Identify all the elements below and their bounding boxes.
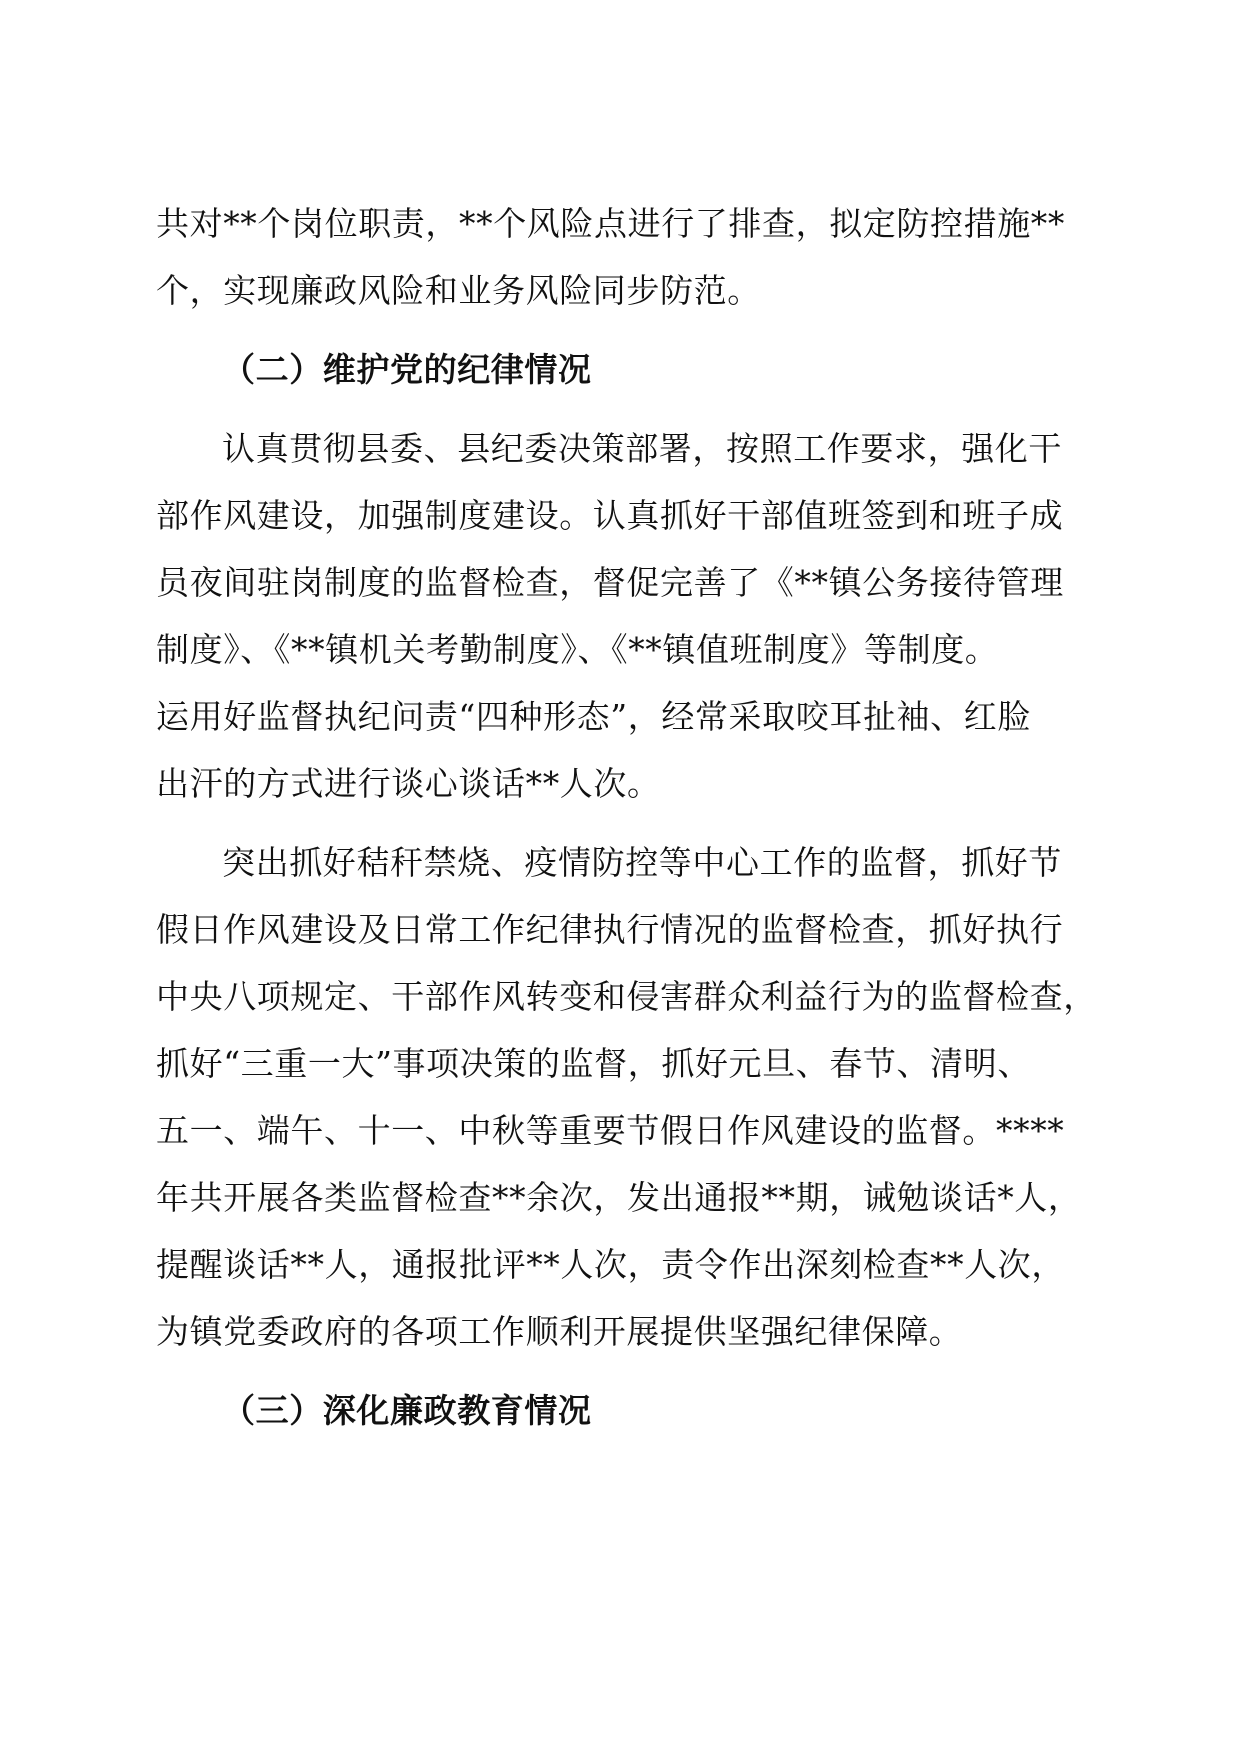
text-line: 中央八项规定、干部作风转变和侵害群众利益行为的监督检查， (156, 977, 1097, 1016)
section-heading-discipline: （二）维护党的纪律情况 (222, 350, 592, 389)
text-line: 认真贯彻县委、县纪委决策部署，按照工作要求，强化干 (222, 429, 1062, 468)
text-line: 制度》、《**镇机关考勤制度》、《**镇值班制度》等制度。 (156, 630, 999, 669)
text-line: 共对**个岗位职责，**个风险点进行了排查，拟定防控措施** (156, 204, 1065, 243)
text-line: 抓好“三重一大”事项决策的监督，抓好元旦、春节、清明、 (156, 1044, 1031, 1083)
text-line: 运用好监督执纪问责“四种形态”，经常采取咬耳扯袖、红脸 (156, 697, 1031, 736)
paragraph-supervision (156, 829, 1097, 1365)
text-line: 员夜间驻岗制度的监督检查，督促完善了《**镇公务接待管理 (156, 563, 1064, 602)
text-line: 五一、端午、十一、中秋等重要节假日作风建设的监督。**** (156, 1111, 1065, 1150)
paragraph-discipline-system (156, 415, 1064, 817)
paragraph-risk-prevention (156, 190, 1065, 324)
text-line: 出汗的方式进行谈心谈话**人次。 (156, 764, 661, 803)
document-body (156, 190, 1097, 1444)
text-line: 个，实现廉政风险和业务风险同步防范。 (156, 271, 761, 310)
text-line: 部作风建设，加强制度建设。认真抓好干部值班签到和班子成 (156, 496, 1064, 535)
text-line: 年共开展各类监督检查**余次，发出通报**期，诫勉谈话*人， (156, 1178, 1082, 1217)
text-line: 为镇党委政府的各项工作顺利开展提供坚强纪律保障。 (156, 1312, 963, 1351)
text-line: 假日作风建设及日常工作纪律执行情况的监督检查，抓好执行 (156, 910, 1064, 949)
text-line: 突出抓好秸秆禁烧、疫情防控等中心工作的监督，抓好节 (222, 843, 1062, 882)
section-heading-education: （三）深化廉政教育情况 (222, 1391, 592, 1430)
text-line: 提醒谈话**人，通报批评**人次，责令作出深刻检查**人次， (156, 1245, 1065, 1284)
